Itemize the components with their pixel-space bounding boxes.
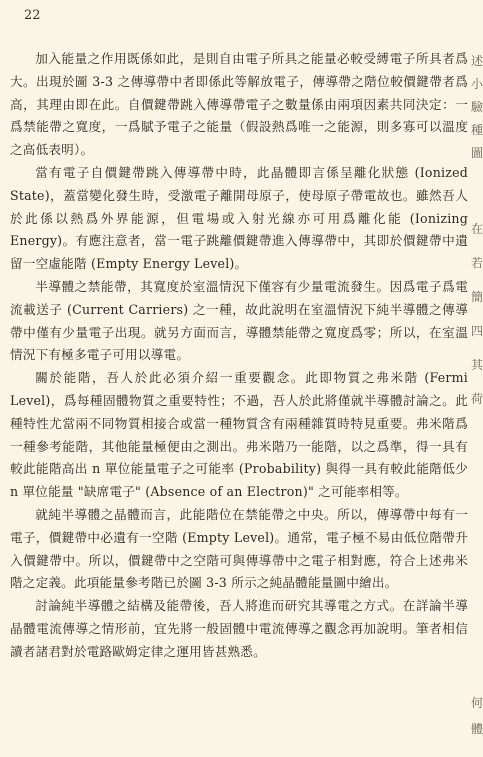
edge-glyph: 四 xyxy=(471,324,483,338)
edge-glyph: 驗 xyxy=(471,100,483,114)
facing-page-edge-bottom xyxy=(471,690,483,742)
edge-glyph: 荷 xyxy=(471,392,483,406)
paragraph-2: 當有電子自價鍵帶跳入傳導帶中時，此晶體即言係呈離化狀態 (Ionized State)，蓋當變化發生時，受激電子離開母原子，使母原子帶電故也。雖然吾人於此係以熱爲外界能源，但電場或入射光線亦可用爲離化能 (Ionizing Energy)。有應注意者，當一電子跳離價鍵帶進入傳導帶中，其即於價鍵帶中遺留一空虛能階 (Empty Energy Level)。 xyxy=(10,164,468,272)
body-text xyxy=(10,48,468,664)
edge-glyph: 何 xyxy=(471,696,483,710)
facing-page-edge-mid xyxy=(471,212,483,416)
edge-glyph: 種 xyxy=(471,123,483,137)
paragraph-1: 加入能量之作用既係如此，是則自由電子所具之能量必較受縛電子所具者爲大。出現於圖 3-3 之傳導帶中者即係此等解放電子，傳導帶之階位較價鍵帶者爲高，其理由即在此。自價鍵帶跳入傳導帶電子之數量係由兩項因素共同決定：一爲禁能帶之寬度，一爲賦予電子之能量（假設熱爲唯一之能源，則多寡可以溫度之高低表明）。 xyxy=(10,51,468,158)
page-number: 22 xyxy=(24,8,41,23)
edge-glyph: 述 xyxy=(471,54,483,68)
edge-glyph: 其 xyxy=(471,358,483,372)
paragraph-3: 半導體之禁能帶，其寬度於室溫情況下僅容有少量電流發生。因爲電子爲電流載送子 (Current Carriers) 之一種，故此說明在室溫情況下純半導體之傳導帶中僅有少量電子出現。就另方面而言，導體禁能帶之寬度爲零；所以，在室溫情況下有極多電子可用以導電。 xyxy=(10,278,468,363)
edge-glyph: 簡 xyxy=(471,290,483,304)
facing-page-edge-top xyxy=(471,50,483,165)
edge-glyph: 小 xyxy=(471,77,483,91)
paragraph-5: 就純半導體之晶體而言，此能階位在禁能帶之中央。所以，傳導帶中每有一電子，價鍵帶中必遺有一空階 (Empty Level)。通常，電子極不易由低位階帶升入價鍵帶中。所以，價鍵帶中之空階可與傳導帶中之電子相對應，符合上述弗米階之定義。此項能量參考階已於圖 3-3 所示之純晶體能量圖中繪出。 xyxy=(10,506,468,591)
edge-glyph: 在 xyxy=(471,222,483,236)
paragraph-4: 關於能階，吾人於此必須介紹一重要觀念。此即物質之弗米階 (Fermi Level)，爲每種固體物質之重要特性；不過，吾人於此將僅就半導體討論之。此種特性尤當兩不同物質相接合或當一種物質含有兩種雜質時特見重要。弗米階爲一種參考能階，其他能量極便由之測出。弗米階乃一能階，以之爲準，得一具有較此能階高出 n 單位能量電子之可能率 (Probability) 與得一具有較此能階低少 n 單位能量 "缺席電子" (Absence of an Electron)" 之可能率相等。 xyxy=(10,370,468,500)
edge-glyph: 若 xyxy=(471,256,483,270)
edge-glyph: 體 xyxy=(471,722,483,736)
paragraph-6: 討論純半導體之結構及能帶後，吾人將進而研究其導電之方式。在詳論半導晶體電流傳導之情形前，宜先將一般固體中電流傳導之觀念再加說明。筆者相信讀者諸君對於電路歐姆定律之運用皆甚熟悉。 xyxy=(10,598,468,659)
edge-glyph: 圖 xyxy=(471,146,483,160)
